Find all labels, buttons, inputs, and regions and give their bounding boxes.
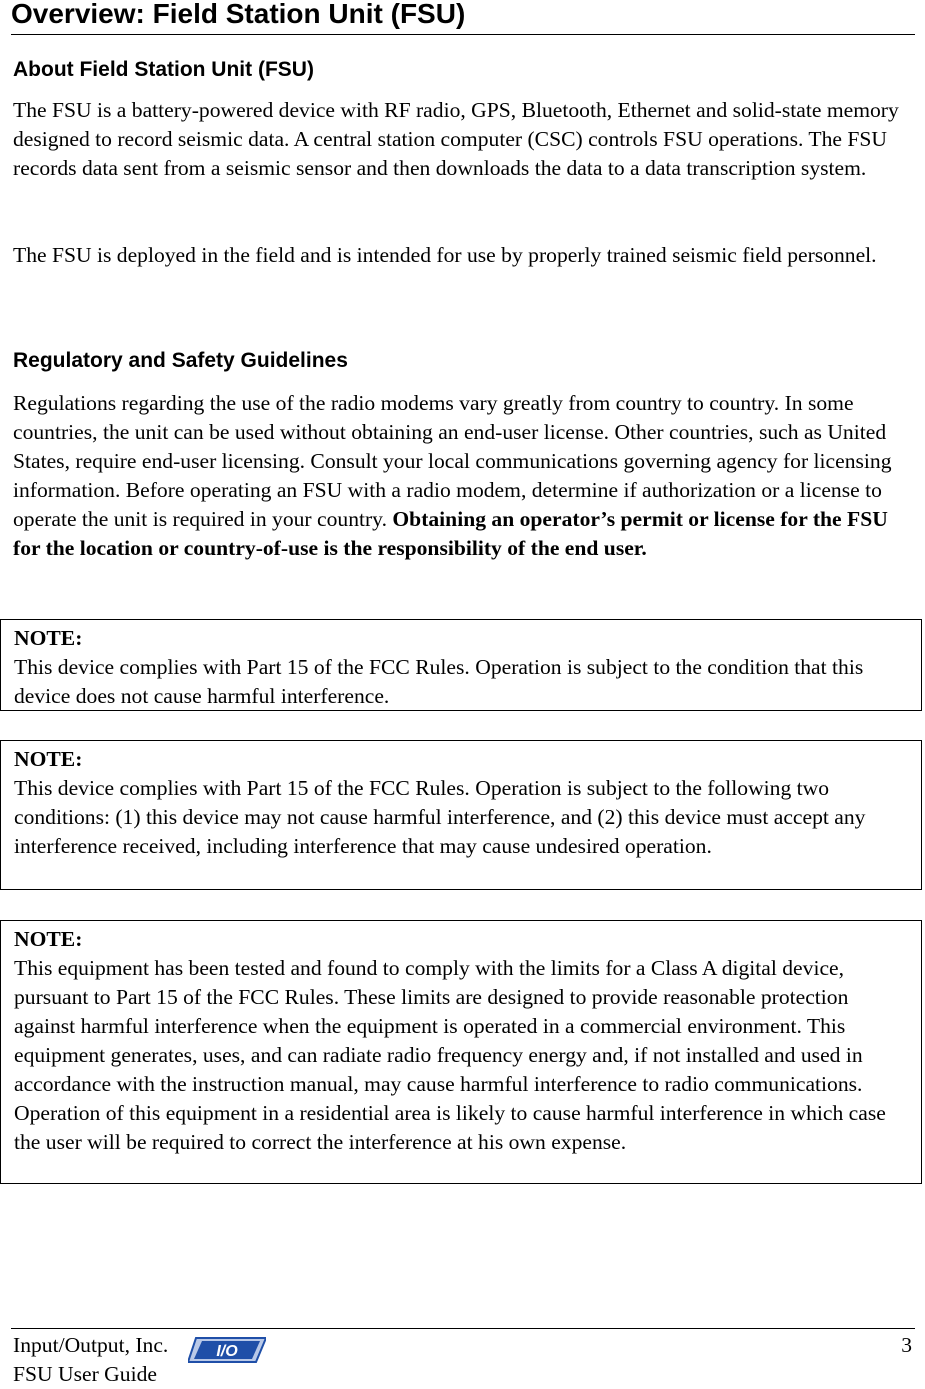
note-text: This equipment has been tested and found to comply with the limits for a Class A digital device, pursuant to Part 15 of the FCC Rules. These limits are designed to provide reasonable protection against harmful interference when the equipment is operated in a commercial environment. This equipment generates, uses, and can radiate radio frequency energy and, if not installed and used in accordance with the instruction manual, may cause harmful interference to radio communications. Operation of this equipment in a residential area is likely to cause harmful interference in which case the user will be required to correct the interference at his own expense.	[14, 956, 886, 1154]
footer-guide-title: FSU User Guide	[13, 1362, 157, 1386]
footer-divider	[11, 1328, 915, 1329]
note-box	[0, 740, 922, 890]
regulatory-text: Regulations regarding the use of the radio modems vary greatly from country to country. In some countries, the unit can be used without obtaining an end-user license. Other countries, such as United States, require end-user licensing. Consult your local communications governing agency for licensing information. Before operating an FSU with a radio modem, determine if authorization or a license to operate the unit is required in your country.	[13, 391, 892, 531]
about-paragraph-1: The FSU is a battery-powered device with RF radio, GPS, Bluetooth, Ethernet and solid-state memory designed to record seismic data. A central station computer (CSC) controls FSU operations. The FSU records data sent from a seismic sensor and then downloads the data to a data transcription system.	[13, 98, 899, 180]
regulatory-responsibility-text: Obtaining an operator’s permit or license for the FSU for the location or country-of-use is the responsibility of the end user.	[13, 507, 888, 560]
note-box	[0, 920, 922, 1184]
about-paragraph-2: The FSU is deployed in the field and is intended for use by properly trained seismic field personnel.	[13, 243, 877, 267]
note-box	[0, 619, 922, 711]
page-title: Overview: Field Station Unit (FSU)	[11, 0, 915, 35]
about-heading: About Field Station Unit (FSU)	[13, 58, 314, 81]
page-number: 3	[901, 1333, 912, 1357]
note-text: This device complies with Part 15 of the FCC Rules. Operation is subject to the condition that this device does not cause harmful interference.	[14, 655, 864, 708]
footer-left	[13, 1331, 168, 1389]
io-logo-icon	[188, 1336, 266, 1364]
regulatory-heading: Regulatory and Safety Guidelines	[13, 349, 348, 372]
regulatory-paragraph	[13, 389, 913, 563]
note-label: NOTE:	[14, 626, 83, 650]
note-label: NOTE:	[14, 927, 83, 951]
note-text: This device complies with Part 15 of the FCC Rules. Operation is subject to the following two conditions: (1) this device may not cause harmful interference, and (2) this device must accept any interference received, including interference that may cause undesired operation.	[14, 776, 866, 858]
footer-company: Input/Output, Inc.	[13, 1333, 169, 1357]
note-label: NOTE:	[14, 747, 83, 771]
logo-text: I/O	[216, 1343, 238, 1360]
